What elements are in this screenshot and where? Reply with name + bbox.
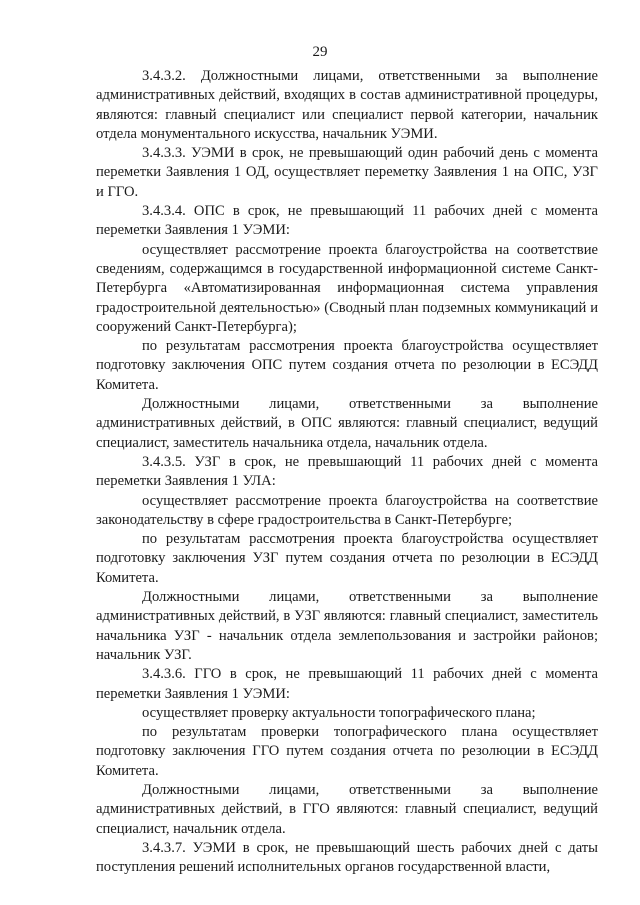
paragraph-uzg-officials: Должностными лицами, ответственными за выполнение административных действий, в УЗГ являются: главный специалист, заместитель начальника УЗГ - начальник отдела землепользования и застройки районов; начальник УЗГ. [96,589,598,663]
paragraph-ggo-officials: Должностными лицами, ответственными за выполнение административных действий, в ГГО являются: главный специалист, ведущий специалист, начальник отдела. [96,781,598,837]
paragraph-3-4-3-2: 3.4.3.2. Должностными лицами, ответственными за выполнение административных действий, входящих в состав административной процедуры, являются: главный специалист или специалист первой категории, начальник отдела монументального искусства, начальник УЭМИ. [96,68,598,142]
paragraph-uzg-conclusion: по результатам рассмотрения проекта благоустройства осуществляет подготовку заключения УЗГ путем создания отчета по резолюции в ЕСЭДД Комитета. [96,531,598,586]
paragraph-3-4-3-5: 3.4.3.5. УЗГ в срок, не превышающий 11 рабочих дней с момента переметки Заявления 1 УЛА: [96,453,598,490]
paragraph-ops-conclusion: по результатам рассмотрения проекта благоустройства осуществляет подготовку заключения ОПС путем создания отчета по резолюции в ЕСЭДД Комитета. [96,338,598,393]
paragraph-uzg-review: осуществляет рассмотрение проекта благоустройства на соответствие законодательству в сфере градостроительства в Санкт-Петербурге; [96,492,598,528]
page-number: 29 [312,44,328,60]
document-body [96,67,598,877]
paragraph-3-4-3-4: 3.4.3.4. ОПС в срок, не превышающий 11 рабочих дней с момента переметки Заявления 1 УЭМИ: [96,203,598,239]
paragraph-3-4-3-3: 3.4.3.3. УЭМИ в срок, не превышающий один рабочий день с момента переметки Заявления 1 ОД, осуществляет переметку Заявления 1 на ОПС, УЗГ и ГГО. [96,145,598,200]
paragraph-3-4-3-7: 3.4.3.7. УЭМИ в срок, не превышающий шесть рабочих дней с даты поступления решений исполнительных органов государственной власти, [96,839,598,876]
paragraph-ggo-check: осуществляет проверку актуальности топографического плана; [142,704,536,721]
paragraph-ops-review: осуществляет рассмотрение проекта благоустройства на соответствие сведениям, содержащимся в государственной информационной системе Санкт-Петербурга «Автоматизированная информационная система управления градостроительной деятельностью» (Сводный план подземных коммуникаций и сооружений Санкт-Петербурга); [96,241,598,335]
paragraph-ggo-conclusion: по результатам проверки топографического плана осуществляет подготовку заключения ГГО путем создания отчета по резолюции в ЕСЭДД Комитета. [96,724,598,779]
paragraph-3-4-3-6: 3.4.3.6. ГГО в срок, не превышающий 11 рабочих дней с момента переметки Заявления 1 УЭМИ: [96,666,598,702]
paragraph-ops-officials: Должностными лицами, ответственными за выполнение административных действий, в ОПС являются: главный специалист, ведущий специалист, заместитель начальника отдела, начальник отдела. [96,396,598,451]
